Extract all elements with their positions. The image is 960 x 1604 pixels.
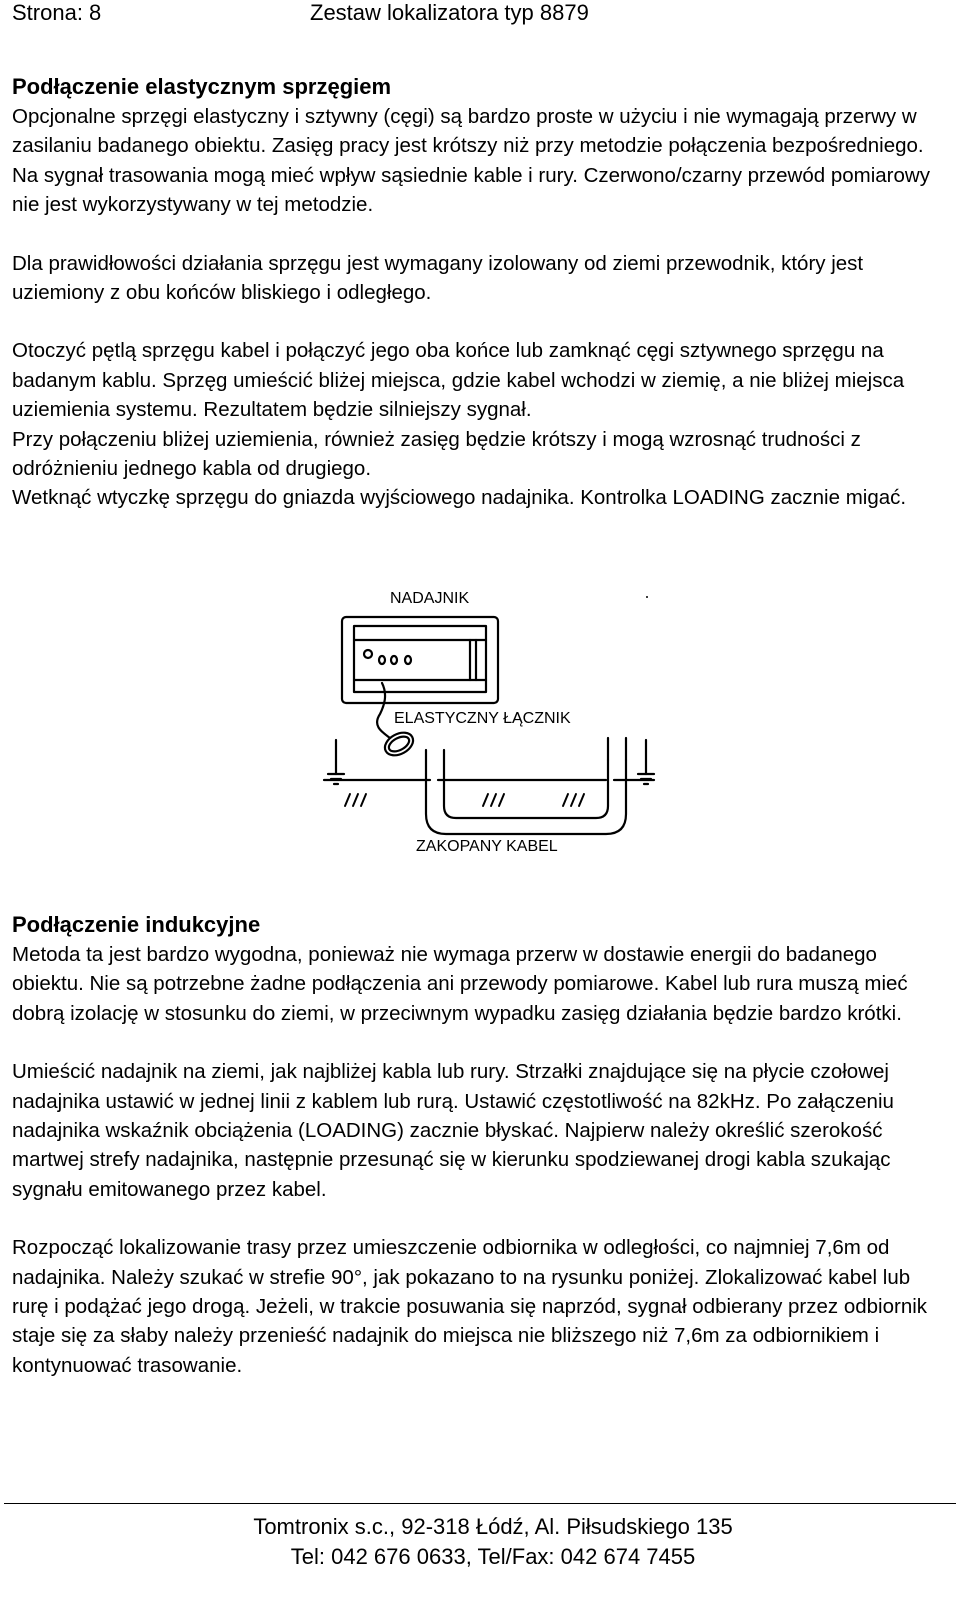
coupler-label: ELASTYCZNY ŁĄCZNIK — [394, 710, 571, 727]
section-inductive — [12, 910, 948, 1380]
paragraph: Rozpocząć lokalizowanie trasy przez umieszczenie odbiornika w odległości, co najmniej 7,6m od nadajnika. Należy szukać w strefie 90°, jak pokazano to na rysunku poniżej. Zlokalizować kabel lub rurę i podążać jego drogą. Jeżeli, w trakcie posuwania się naprzód, sygnał odbierany przez odbiornik staje się za słaby należy przenieść nadajnik do miejsca nie bliższego niż 7,6m za odbiornikiem i kontynuować trasowanie. — [12, 1236, 928, 1377]
paragraph: Metoda ta jest bardzo wygodna, ponieważ nie wymaga przerw w dostawie energii do badanego obiektu. Nie są potrzebne żadne podłączenia ani przewody pomiarowe. Kabel lub rura muszą mieć dobrą izolację w stosunku do ziemi, w przeciwnym wypadku zasięg działania będzie bardzo krótki. — [12, 943, 908, 1025]
footer-phone: Tel: 042 676 0633, Tel/Fax: 042 674 7455 — [290, 1544, 696, 1569]
paragraph: Dla prawidłowości działania sprzęgu jest wymagany izolowany od ziemi przewodnik, który jest uziemiony z obu końców bliskiego i odległego. — [12, 251, 864, 305]
paragraph: Umieścić nadajnik na ziemi, jak najbliżej kabla lub rury. Strzałki znajdujące się na płycie czołowej nadajnika ustawić w jednej linii z kablem lub rurą. Ustawić częstotliwość na 82kHz. Po załączeniu nadajnika wskaźnik obciążenia (LOADING) zacznie błyskać. Najpierw należy określić szerokość martwej strefy nadajnika, następnie przesunąć się w kierunku spodziewanej drogi kabla szukając sygnału emitowanego przez kabel. — [12, 1060, 894, 1201]
cable-riser-right — [608, 738, 626, 760]
knob-icon — [364, 650, 372, 658]
document-title: Zestaw lokalizatora typ 8879 — [310, 0, 589, 25]
footer-address: Tomtronix s.c., 92-318 Łódź, Al. Piłsudskiego 135 — [253, 1514, 733, 1539]
section-heading: Podłączenie indukcyjne — [12, 912, 261, 937]
transmitter-body — [342, 617, 498, 703]
paragraph: Przy połączeniu bliżej uziemienia, również zasięg będzie krótszy i mogą wzrosnąć trudności z odróżnieniu jednego kabla od drugiego. — [12, 427, 861, 481]
paragraph: Opcjonalne sprzęgi elastyczny i sztywny (cęgi) są bardzo proste w użyciu i nie wymagają przerwy w zasilaniu badanego obiektu. Zasięg pracy jest krótszy niż przy metodzie połączenia bezpośredniego. Na sygnał trasowania mogą mieć wpływ sąsiednie kable i rury. Czerwono/czarny przewód pomiarowy nie jest wykorzystywany w tej metodzie. — [12, 105, 930, 217]
paragraph: Otoczyć pętlą sprzęgu kabel i połączyć jego oba końce lub zamknąć cęgi sztywnego sprzęgu na badanym kablu. Sprzęg umieścić bliżej miejsca, gdzie kabel wchodzi w ziemię, a nie bliżej miejsca uziemienia systemu. Rezultatem będzie silniejszy sygnał. — [12, 339, 905, 422]
cable-label: ZAKOPANY KABEL — [416, 838, 558, 855]
section-heading: Podłączenie elastycznym sprzęgiem — [12, 74, 392, 99]
page-number: Strona: 8 — [12, 0, 102, 25]
page-header — [12, 0, 948, 26]
page-footer — [0, 1512, 960, 1572]
cable-riser-left — [426, 750, 444, 780]
coupler-loop — [381, 728, 417, 760]
footer-divider — [4, 1503, 956, 1504]
paragraph: Wetknąć wtyczkę sprzęgu do gniazda wyjściowego nadajnika. Kontrolka LOADING zacznie migać. — [12, 486, 907, 510]
section-elastic-coupler — [12, 72, 948, 513]
transmitter-panel — [354, 626, 486, 692]
transmitter-label: NADAJNIK — [390, 590, 470, 607]
coupler-connection-diagram — [320, 580, 660, 870]
